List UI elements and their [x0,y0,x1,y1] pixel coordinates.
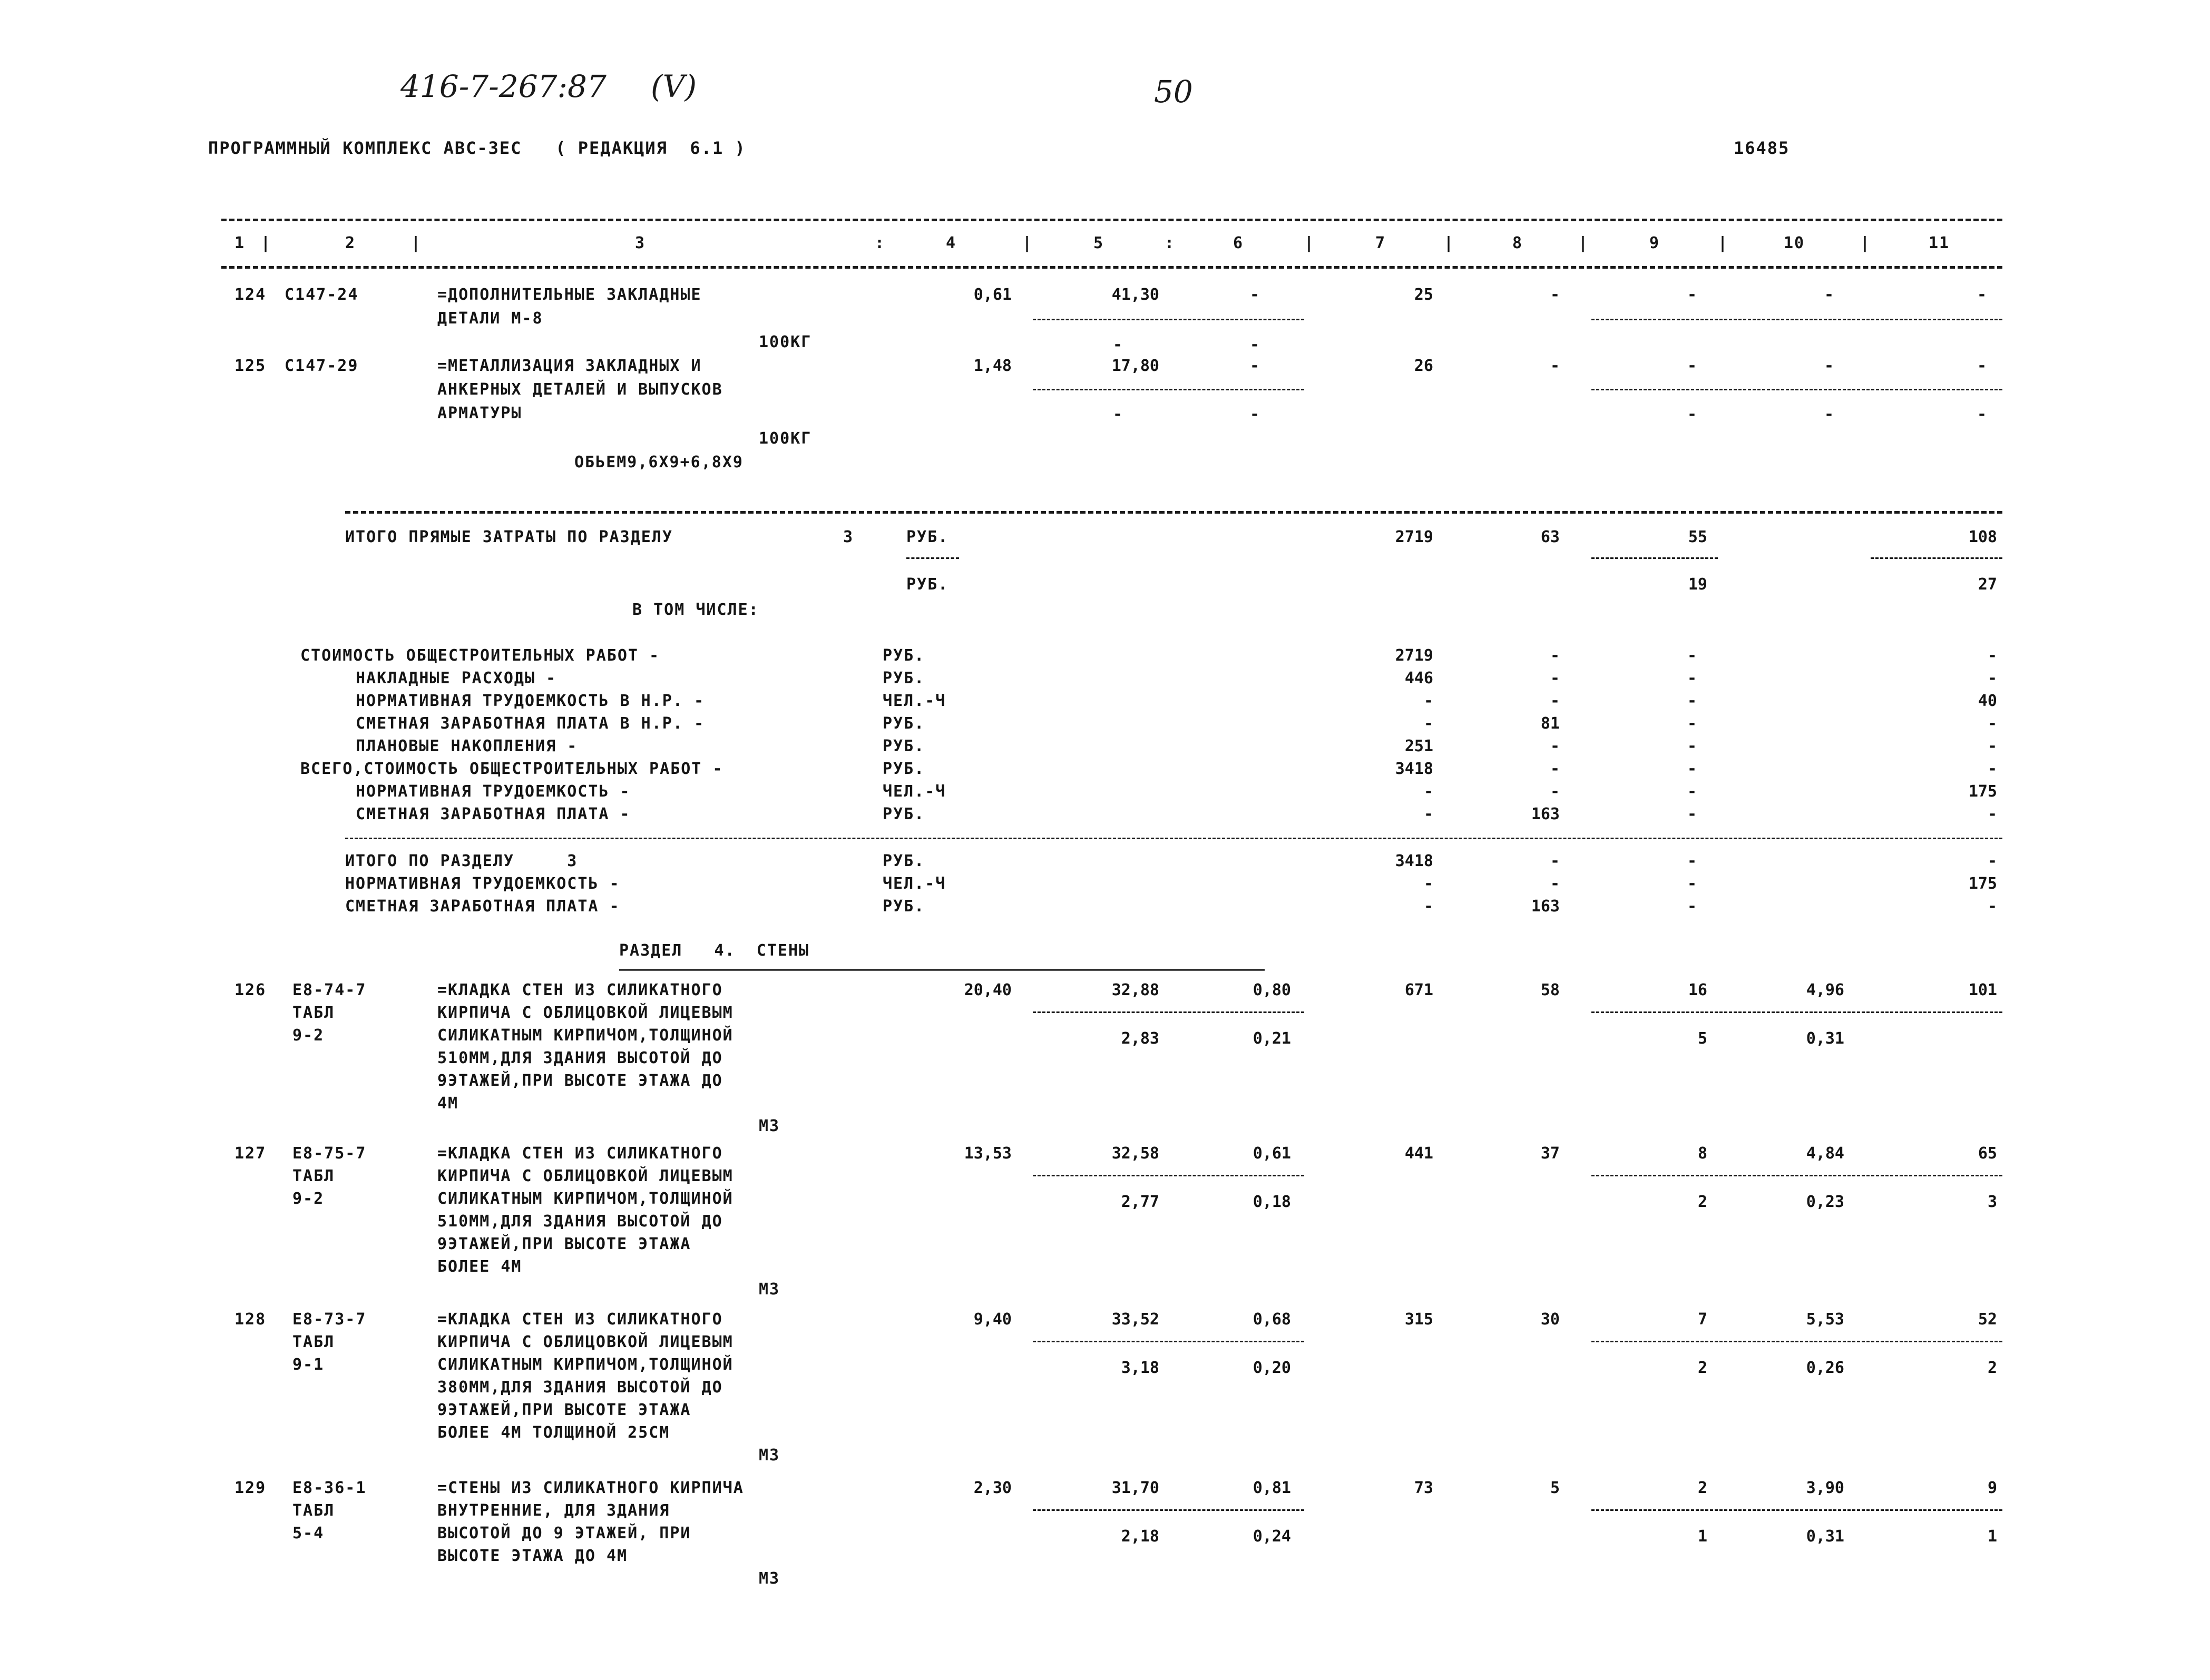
col-7-header: 7 [1375,234,1386,252]
summary-col11: - [1987,805,1997,823]
total-col9: 55 [1688,528,1707,546]
summary-col11: - [1987,760,1997,778]
row-col8: 5 [1550,1479,1560,1497]
total-col11: 108 [1968,528,1997,546]
summary-col8: - [1550,782,1560,801]
cell-divider [1033,1175,1304,1176]
col-4-header: 4 [946,234,957,252]
row-col9: - [1687,286,1697,304]
summary-col7: - [1423,714,1433,733]
row-col10-sub: 0,31 [1806,1029,1844,1048]
col-2-header: 2 [345,234,356,252]
summary-col11: - [1987,646,1997,665]
row-unit: М3 [759,1446,780,1465]
row-col7: 73 [1414,1479,1433,1497]
row-number: 125 [234,357,267,375]
row-col8: 58 [1540,981,1560,999]
col-10-header: 10 [1784,234,1805,252]
summary-col8: - [1550,646,1560,665]
row-desc-line: СИЛИКАТНЫМ КИРПИЧОМ,ТОЛЩИНОЙ [437,1190,734,1208]
total-col8: 63 [1540,528,1560,546]
summary-col11: 175 [1968,782,1997,801]
row-price-sub: 2,83 [1121,1029,1159,1048]
section-total-unit: ЧЕЛ.-Ч [883,875,946,893]
summary-col7: 2719 [1395,646,1433,665]
row-desc-line: 9ЭТАЖЕЙ,ПРИ ВЫСОТЕ ЭТАЖА ДО [437,1072,723,1090]
header-rule-top [221,219,2002,221]
row-desc-line: КИРПИЧА С ОБЛИЦОВКОЙ ЛИЦЕВЫМ [437,1004,734,1022]
row-col6-sub: 0,21 [1253,1029,1291,1048]
col-11-header: 11 [1929,234,1950,252]
row-price-sub: 3,18 [1121,1359,1159,1377]
col-sep: | [1718,234,1729,252]
cell-divider [1033,1011,1304,1013]
row-code-line: 9-2 [292,1190,325,1208]
summary-label: НОРМАТИВНАЯ ТРУДОЕМКОСТЬ В Н.Р. - [356,692,705,710]
cell-divider [1033,319,1304,320]
row-code-line: Е8-73-7 [292,1310,367,1329]
row-col11-sub: - [1977,405,1987,424]
row-col11-sub: 3 [1987,1193,1997,1211]
row-col11-sub: 1 [1987,1527,1997,1546]
section-total-col11: - [1987,897,1997,916]
section-total-col9: - [1687,852,1697,870]
summary-label: ВСЕГО,СТОИМОСТЬ ОБЩЕСТРОИТЕЛЬНЫХ РАБОТ - [300,760,723,778]
row-desc-line: =МЕТАЛЛИЗАЦИЯ ЗАКЛАДНЫХ И [437,357,702,375]
row-col6-sub: - [1249,336,1259,354]
row-desc-line: =КЛАДКА СТЕН ИЗ СИЛИКАТНОГО [437,1144,723,1163]
row-col9-sub: - [1687,405,1697,424]
row-col10: 5,53 [1806,1310,1844,1329]
total-col7: 2719 [1395,528,1433,546]
summary-label: НОРМАТИВНАЯ ТРУДОЕМКОСТЬ - [356,782,631,801]
row-price-sub: 2,77 [1121,1193,1159,1211]
row-price: 32,58 [1111,1144,1159,1163]
row-code-line: Е8-36-1 [292,1479,367,1497]
cell-divider [1033,1341,1304,1342]
cell-divider [1591,1341,2002,1342]
cell-divider [1591,557,1718,559]
section-total-col7: - [1423,897,1433,916]
row-volume: ОБЬЕМ9,6Х9+6,8Х9 [574,453,744,471]
summary-unit: РУБ. [883,646,925,665]
summary-col9: - [1687,805,1697,823]
row-quantity: 2,30 [973,1479,1012,1497]
row-code-line: ТАБЛ [292,1501,335,1520]
summary-col9: - [1687,782,1697,801]
section-total-label: НОРМАТИВНАЯ ТРУДОЕМКОСТЬ - [345,875,620,893]
row-col7: 25 [1414,286,1433,304]
cell-divider [1591,1011,2002,1013]
summary-col11: - [1987,737,1997,755]
row-col9: 7 [1697,1310,1707,1329]
summary-col8: - [1550,760,1560,778]
including-label: В ТОМ ЧИСЛЕ: [632,601,759,619]
row-code-line: ТАБЛ [292,1004,335,1022]
row-price: 17,80 [1111,357,1159,375]
summary-col7: - [1423,692,1433,710]
row-col11: 9 [1987,1479,1997,1497]
cell-divider [906,557,959,559]
row-desc-line: БОЛЕЕ 4М ТОЛЩИНОЙ 25СМ [437,1423,670,1442]
total-section-number: 3 [843,528,854,546]
row-desc-line: =КЛАДКА СТЕН ИЗ СИЛИКАТНОГО [437,981,723,999]
section-total-col8: - [1550,875,1560,893]
col-9-header: 9 [1649,234,1660,252]
total-col9-sub: 19 [1688,575,1707,594]
summary-col8: - [1550,692,1560,710]
section-total-col9: - [1687,875,1697,893]
col-sep: : [875,234,886,252]
row-unit: М3 [759,1569,780,1588]
row-desc-line: ВЫСОТОЙ ДО 9 ЭТАЖЕЙ, ПРИ [437,1524,691,1543]
row-col11: - [1977,286,1987,304]
row-col11: - [1977,357,1987,375]
row-col9-sub: 2 [1697,1193,1707,1211]
row-desc-line: КИРПИЧА С ОБЛИЦОВКОЙ ЛИЦЕВЫМ [437,1333,734,1351]
row-code-line: 9-2 [292,1026,325,1045]
row-code: С147-29 [285,357,359,375]
col-sep: | [261,234,272,252]
row-col11: 65 [1978,1144,1997,1163]
cell-divider [1591,1509,2002,1511]
row-quantity: 1,48 [973,357,1012,375]
col-sep: | [1444,234,1455,252]
summary-col11: - [1987,714,1997,733]
row-desc-line: КИРПИЧА С ОБЛИЦОВКОЙ ЛИЦЕВЫМ [437,1167,734,1185]
row-col10: - [1824,286,1834,304]
row-desc-line: 9ЭТАЖЕЙ,ПРИ ВЫСОТЕ ЭТАЖА [437,1235,691,1253]
summary-unit: РУБ. [883,714,925,733]
row-code-line: ТАБЛ [292,1333,335,1351]
row-desc-line: =ДОПОЛНИТЕЛЬНЫЕ ЗАКЛАДНЫЕ [437,286,702,304]
summary-col9: - [1687,760,1697,778]
col-sep: | [1304,234,1315,252]
row-col9: 8 [1697,1144,1707,1163]
col-6-header: 6 [1233,234,1244,252]
row-desc-line: 510ММ,ДЛЯ ЗДАНИЯ ВЫСОТОЙ ДО [437,1212,723,1231]
section-total-unit: РУБ. [883,897,925,916]
section-total-col8: 163 [1531,897,1560,916]
row-col9-sub: 1 [1697,1527,1707,1546]
row-price-sub: - [1112,405,1122,424]
row-col6: 0,81 [1253,1479,1291,1497]
section-total-col8: - [1550,852,1560,870]
row-desc-line: АРМАТУРЫ [437,404,522,423]
summary-col8: 163 [1531,805,1560,823]
total-col11-sub: 27 [1978,575,1997,594]
cell-divider [1591,319,2002,320]
row-desc-line: ВНУТРЕННИЕ, ДЛЯ ЗДАНИЯ [437,1501,670,1520]
row-number: 129 [234,1479,267,1497]
row-col11: 52 [1978,1310,1997,1329]
handwritten-page-number: 50 [1154,74,1193,110]
row-desc-line: 380ММ,ДЛЯ ЗДАНИЯ ВЫСОТОЙ ДО [437,1378,723,1397]
cell-divider [1033,1509,1304,1511]
section-total-col9: - [1687,897,1697,916]
row-col6-sub: 0,24 [1253,1527,1291,1546]
section-total-col7: 3418 [1395,852,1433,870]
row-col8: 37 [1540,1144,1560,1163]
row-col9: 16 [1688,981,1707,999]
total-unit: РУБ. [906,575,949,594]
summary-col11: - [1987,669,1997,687]
row-unit: 100КГ [759,429,812,448]
summary-col11: 40 [1978,692,1997,710]
summary-label: СМЕТНАЯ ЗАРАБОТНАЯ ПЛАТА В Н.Р. - [356,714,705,733]
summary-label: СТОИМОСТЬ ОБЩЕСТРОИТЕЛЬНЫХ РАБОТ - [300,646,660,665]
row-col9: 2 [1697,1479,1707,1497]
row-price: 32,88 [1111,981,1159,999]
summary-unit: ЧЕЛ.-Ч [883,692,946,710]
row-price: 41,30 [1111,286,1159,304]
document-code: 16485 [1734,138,1790,158]
row-col9: - [1687,357,1697,375]
cell-divider [1591,1175,2002,1176]
col-8-header: 8 [1512,234,1523,252]
row-price: 31,70 [1111,1479,1159,1497]
col-sep: : [1165,234,1176,252]
row-desc-line: 4М [437,1094,459,1113]
row-desc-line: =КЛАДКА СТЕН ИЗ СИЛИКАТНОГО [437,1310,723,1329]
col-sep: | [411,234,422,252]
section-total-label: ИТОГО ПО РАЗДЕЛУ 3 [345,852,578,870]
row-price: 33,52 [1111,1310,1159,1329]
row-col11: 101 [1968,981,1997,999]
row-desc-line: СИЛИКАТНЫМ КИРПИЧОМ,ТОЛЩИНОЙ [437,1026,734,1045]
row-col7: 315 [1404,1310,1433,1329]
row-quantity: 9,40 [973,1310,1012,1329]
col-1-header: 1 [234,234,246,252]
section-total-rule [345,511,2002,514]
total-unit: РУБ. [906,528,949,546]
col-5-header: 5 [1093,234,1104,252]
section-total-col11: 175 [1968,875,1997,893]
summary-col8: - [1550,737,1560,755]
section-total-col7: - [1423,875,1433,893]
row-col10-sub: 0,23 [1806,1193,1844,1211]
row-col6-sub: 0,20 [1253,1359,1291,1377]
section-total-unit: РУБ. [883,852,925,870]
row-col10: - [1824,357,1834,375]
cell-divider [1591,389,2002,390]
header-rule-bottom [221,266,2002,269]
handwritten-doc-mark: (V) [651,68,697,104]
row-desc-line: БОЛЕЕ 4М [437,1257,522,1276]
row-col11-sub: 2 [1987,1359,1997,1377]
summary-unit: РУБ. [883,805,925,823]
summary-unit: РУБ. [883,669,925,687]
row-col10-sub: 0,26 [1806,1359,1844,1377]
row-col6: 0,61 [1253,1144,1291,1163]
summary-col7: 3418 [1395,760,1433,778]
summary-label: ПЛАНОВЫЕ НАКОПЛЕНИЯ - [356,737,578,755]
handwritten-doc-number: 416-7-267:87 [400,68,607,104]
summary-col9: - [1687,646,1697,665]
section-total-label: СМЕТНАЯ ЗАРАБОТНАЯ ПЛАТА - [345,897,620,916]
summary-col9: - [1687,714,1697,733]
summary-col7: - [1423,805,1433,823]
row-unit: М3 [759,1280,780,1299]
row-code-line: 5-4 [292,1524,325,1543]
cell-divider [1871,557,2002,559]
summary-col7: - [1423,782,1433,801]
section4-title: РАЗДЕЛ 4. СТЕНЫ [619,941,810,960]
row-col6: 0,80 [1253,981,1291,999]
row-col7: 441 [1404,1144,1433,1163]
row-col6-sub: - [1249,405,1259,424]
summary-rule [345,838,2002,839]
row-number: 124 [234,286,267,304]
row-unit: М3 [759,1117,780,1135]
summary-col9: - [1687,669,1697,687]
row-col6: 0,68 [1253,1310,1291,1329]
row-col10: 4,96 [1806,981,1844,999]
row-price-sub: 2,18 [1121,1527,1159,1546]
summary-col9: - [1687,737,1697,755]
row-number: 127 [234,1144,267,1163]
row-code-line: ТАБЛ [292,1167,335,1185]
row-col10-sub: 0,31 [1806,1527,1844,1546]
row-col9-sub: 5 [1697,1029,1707,1048]
row-col7: 671 [1404,981,1433,999]
col-sep: | [1022,234,1033,252]
row-desc-line: АНКЕРНЫХ ДЕТАЛЕЙ И ВЫПУСКОВ [437,380,723,399]
row-col9-sub: 2 [1697,1359,1707,1377]
row-col8: - [1550,357,1560,375]
row-quantity: 13,53 [964,1144,1012,1163]
row-desc-line: 510ММ,ДЛЯ ЗДАНИЯ ВЫСОТОЙ ДО [437,1049,723,1067]
row-col6: - [1249,286,1259,304]
row-quantity: 20,40 [964,981,1012,999]
row-col10: 3,90 [1806,1479,1844,1497]
summary-unit: РУБ. [883,737,925,755]
row-col6: - [1249,357,1259,375]
row-desc-line: ВЫСОТЕ ЭТАЖА ДО 4М [437,1547,628,1565]
row-desc-line: СИЛИКАТНЫМ КИРПИЧОМ,ТОЛЩИНОЙ [437,1355,734,1374]
row-col8: - [1550,286,1560,304]
row-col10-sub: - [1824,405,1834,424]
summary-col7: 251 [1404,737,1433,755]
row-code-line: 9-1 [292,1355,325,1374]
row-code-line: Е8-74-7 [292,981,367,999]
row-desc-line: =СТЕНЫ ИЗ СИЛИКАТНОГО КИРПИЧА [437,1479,744,1497]
row-number: 126 [234,981,267,999]
summary-label: СМЕТНАЯ ЗАРАБОТНАЯ ПЛАТА - [356,805,631,823]
col-sep: | [1578,234,1589,252]
col-sep: | [1860,234,1871,252]
cell-divider [1033,389,1304,390]
row-desc-line: ДЕТАЛИ М-8 [437,309,543,328]
row-col6-sub: 0,18 [1253,1193,1291,1211]
total-label: ИТОГО ПРЯМЫЕ ЗАТРАТЫ ПО РАЗДЕЛУ [345,528,673,546]
section-title-underline [619,969,1265,973]
row-col8: 30 [1540,1310,1560,1329]
row-price-sub: - [1112,336,1122,354]
summary-col8: 81 [1540,714,1560,733]
summary-unit: ЧЕЛ.-Ч [883,782,946,801]
row-col7: 26 [1414,357,1433,375]
program-title: ПРОГРАММНЫЙ КОМПЛЕКС АВС-3ЕС ( РЕДАКЦИЯ 6.1 ) [208,138,746,158]
row-number: 128 [234,1310,267,1329]
row-quantity: 0,61 [973,286,1012,304]
summary-col9: - [1687,692,1697,710]
summary-label: НАКЛАДНЫЕ РАСХОДЫ - [356,669,557,687]
col-3-header: 3 [635,234,646,252]
summary-unit: РУБ. [883,760,925,778]
summary-col8: - [1550,669,1560,687]
row-col10: 4,84 [1806,1144,1844,1163]
summary-col7: 446 [1404,669,1433,687]
section-total-col11: - [1987,852,1997,870]
row-desc-line: 9ЭТАЖЕЙ,ПРИ ВЫСОТЕ ЭТАЖА [437,1401,691,1419]
row-unit: 100КГ [759,333,812,351]
row-code-line: Е8-75-7 [292,1144,367,1163]
row-code: С147-24 [285,286,359,304]
